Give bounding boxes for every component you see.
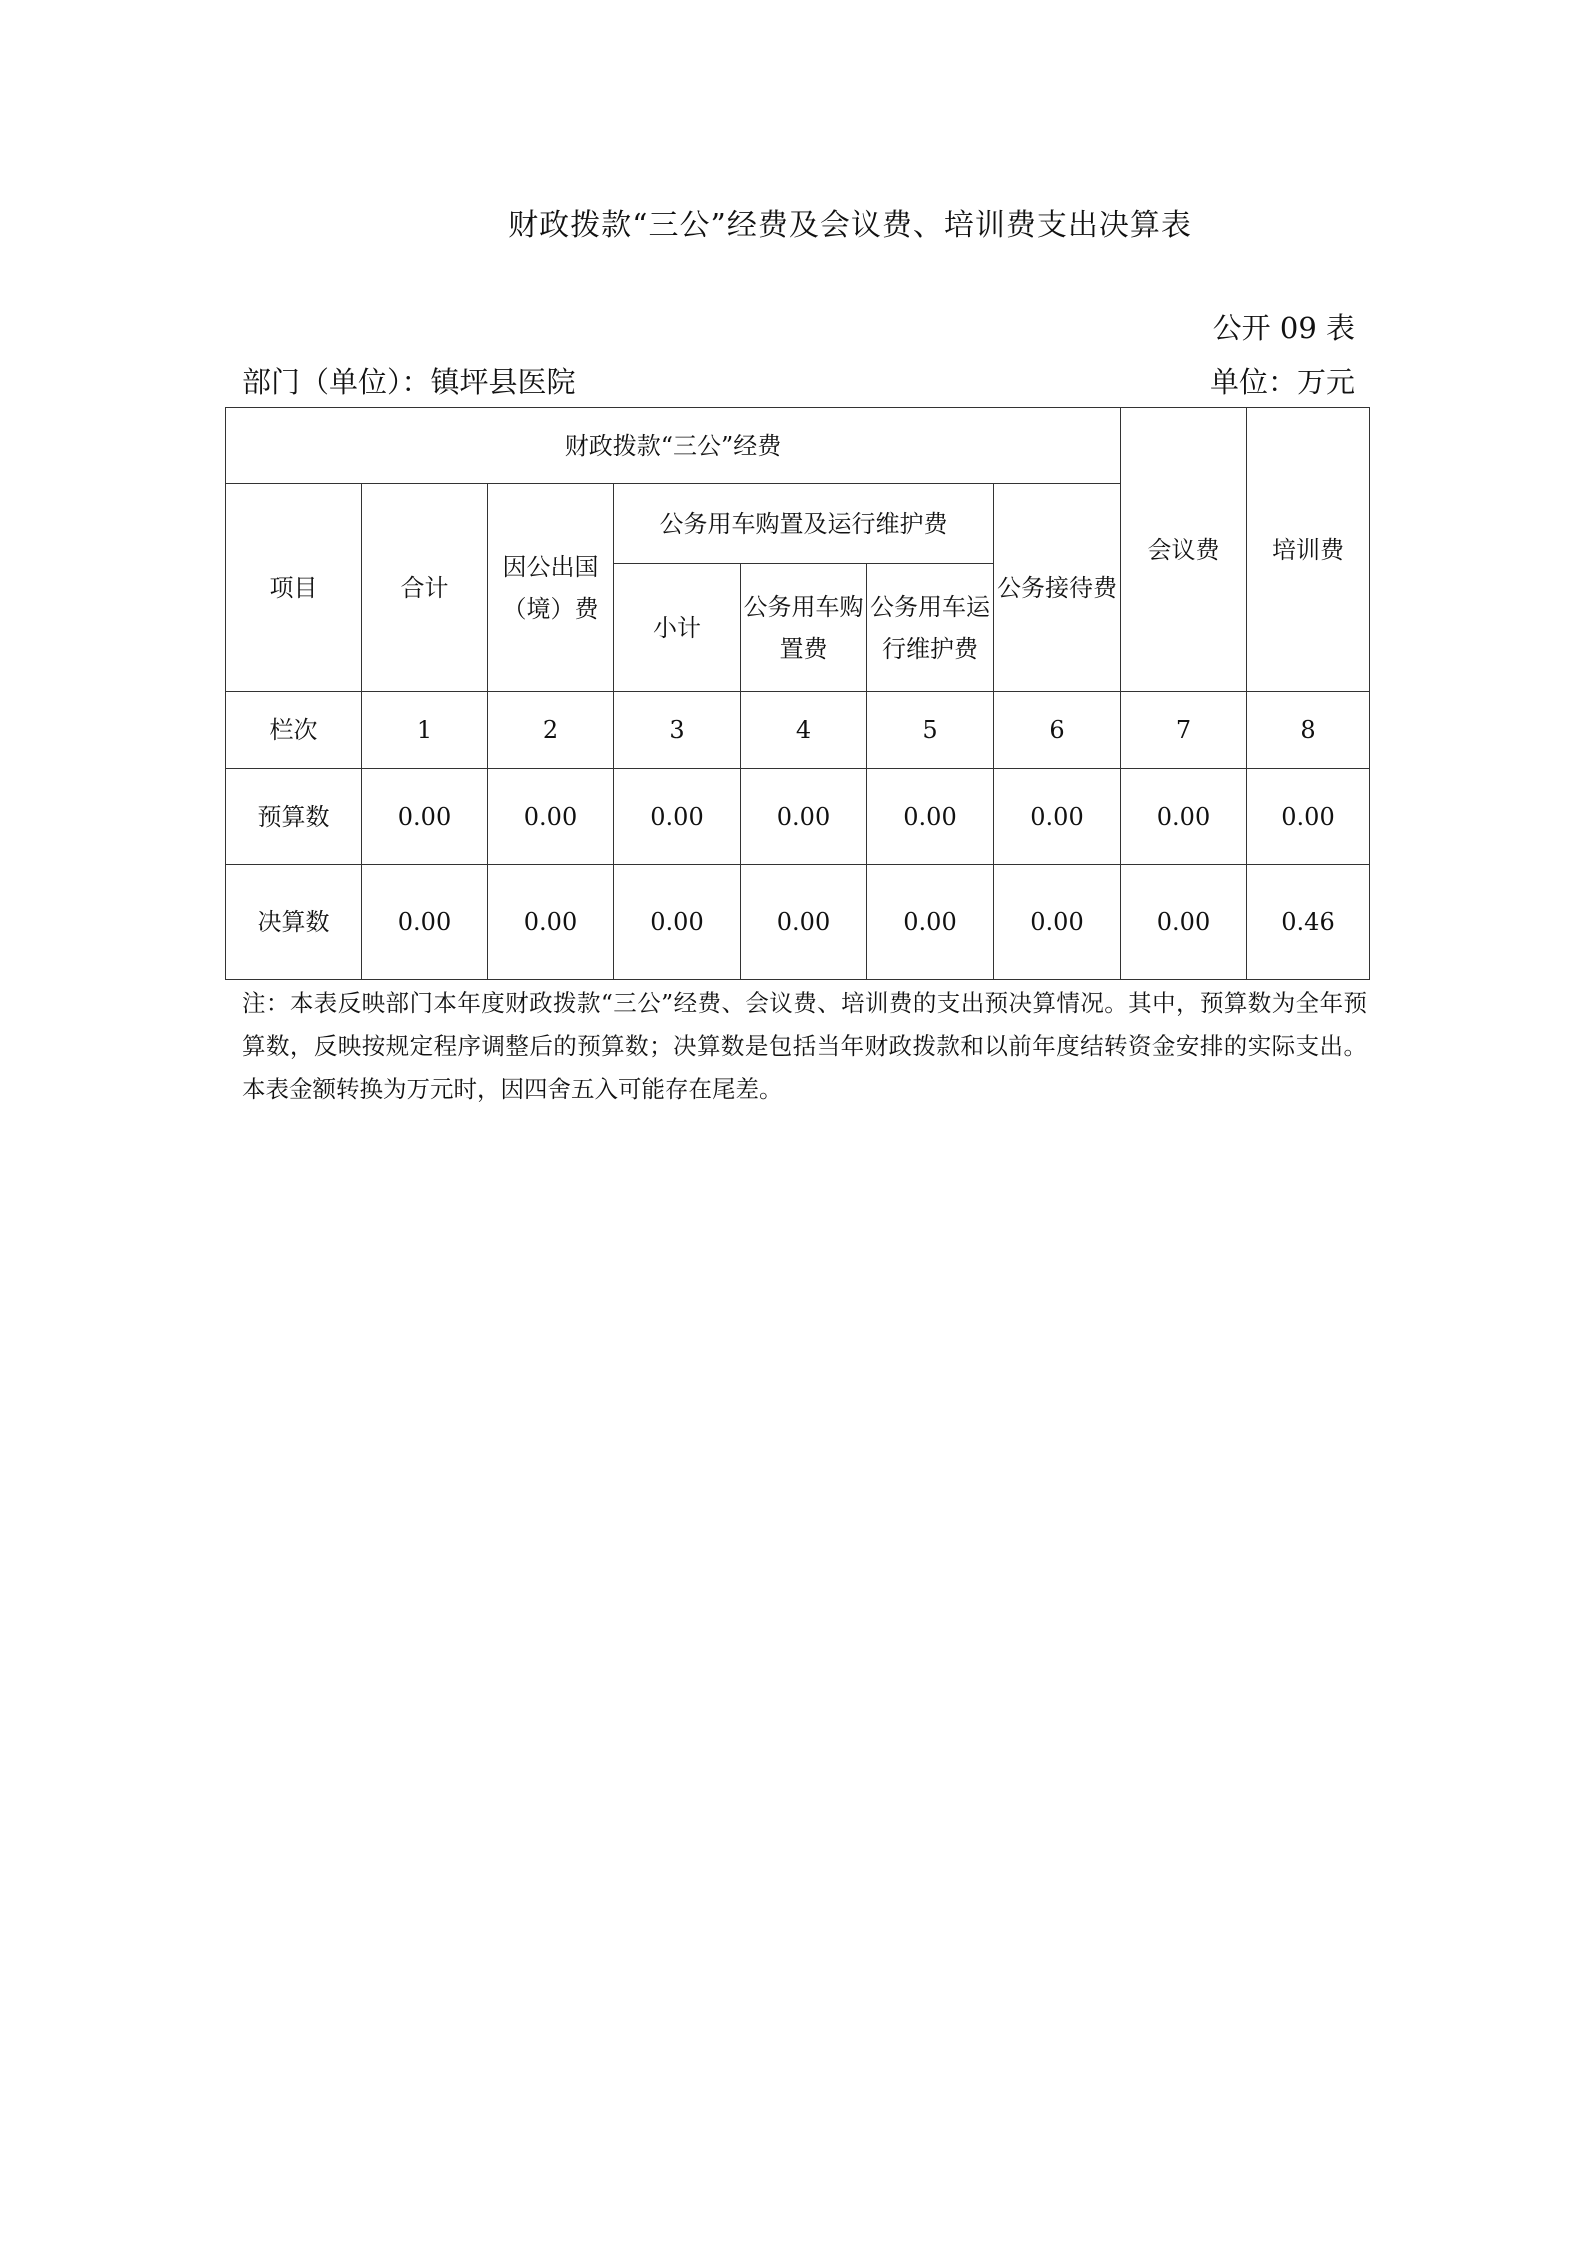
cell: 0.00: [362, 769, 488, 865]
cell: 0.00: [614, 769, 741, 865]
col-header-vehicle-operation: 公务用车运行维护费: [867, 564, 994, 692]
cell: 2: [488, 692, 614, 769]
form-number: 公开 09 表: [1212, 311, 1355, 345]
table-row: [226, 865, 1370, 980]
cell: 0.00: [867, 769, 994, 865]
row-label: 栏次: [226, 692, 362, 769]
cell: 0.46: [1247, 865, 1370, 980]
col-header-vehicle-purchase: 公务用车购置费: [741, 564, 867, 692]
cell: 0.00: [994, 865, 1121, 980]
cell: 0.00: [488, 769, 614, 865]
page-title: 财政拨款“三公”经费及会议费、培训费支出决算表: [508, 208, 1192, 243]
col-header-vehicle-group: 公务用车购置及运行维护费: [614, 484, 994, 564]
col-header-meeting: 会议费: [1121, 408, 1247, 692]
row-label: 预算数: [226, 769, 362, 865]
table-row: [226, 692, 1370, 769]
cell: 0.00: [741, 865, 867, 980]
col-header-item: 项目: [226, 484, 362, 692]
unit-label: 单位：万元: [1209, 365, 1355, 399]
row-label: 决算数: [226, 865, 362, 980]
cell: 0.00: [867, 865, 994, 980]
cell: 6: [994, 692, 1121, 769]
cell: 7: [1121, 692, 1247, 769]
cell: 0.00: [488, 865, 614, 980]
col-header-subtotal: 小计: [614, 564, 741, 692]
cell: 3: [614, 692, 741, 769]
cell: 0.00: [741, 769, 867, 865]
cell: 8: [1247, 692, 1370, 769]
cell: 0.00: [994, 769, 1121, 865]
col-header-total: 合计: [362, 484, 488, 692]
expense-table: [225, 407, 1370, 980]
cell: 5: [867, 692, 994, 769]
cell: 1: [362, 692, 488, 769]
cell: 0.00: [362, 865, 488, 980]
footnote: 注：本表反映部门本年度财政拨款“三公”经费、会议费、培训费的支出预决算情况。其中，预算数为全年预算数，反映按规定程序调整后的预算数；决算数是包括当年财政拨款和以前年度结转资金安排的实际支出。本表金额转换为万元时，因四舍五入可能存在尾差。: [242, 989, 1367, 1103]
cell: 0.00: [1247, 769, 1370, 865]
col-header-reception: 公务接待费: [994, 484, 1121, 692]
cell: 0.00: [614, 865, 741, 980]
col-header-training: 培训费: [1247, 408, 1370, 692]
department-label: 部门（单位）：镇坪县医院: [242, 365, 576, 399]
cell: 0.00: [1121, 865, 1247, 980]
table-row: [226, 769, 1370, 865]
group-header-sangong: 财政拨款“三公”经费: [226, 408, 1121, 484]
cell: 0.00: [1121, 769, 1247, 865]
cell: 4: [741, 692, 867, 769]
col-header-abroad: 因公出国（境）费: [488, 484, 614, 692]
